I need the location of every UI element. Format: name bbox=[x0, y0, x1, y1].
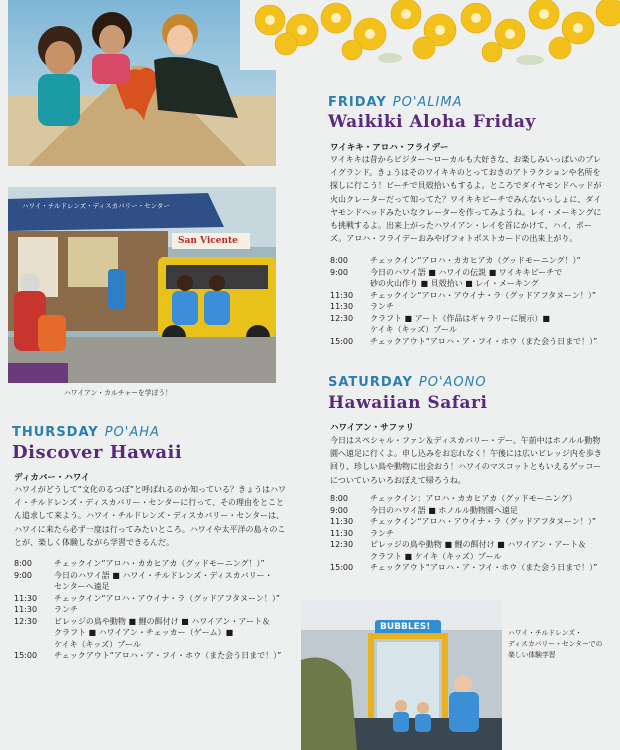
schedule-row: 11:30 ランチ bbox=[14, 605, 78, 614]
schedule-row: 9:00 今日のハワイ語 ■ ハワイの伝説 ■ ワイキキビーチで bbox=[330, 267, 563, 277]
photo3-sign: BUBBLES! bbox=[380, 622, 431, 632]
saturday-description: 今日はスペシャル・ファン＆ディスカバリー・デー。午前中はホノルル動物園へ遠足に行くよ。申し込みをお忘れなく！午後には広いビレッジ内を歩き回り、珍しい鳥や動物に出会おう！ハワイのマスコットともいえるゲッコーについていろいろおぼえて帰ろうね。 bbox=[330, 436, 602, 485]
friday-hawaiian: PO'ALIMA bbox=[392, 95, 463, 110]
schedule-row: 15:00 チェックアウト“アロハ・ア・フイ・ホウ（また会う日まで！）” bbox=[330, 563, 598, 572]
schedule-row: 9:00 今日のハワイ語 ■ ホノルル動物園へ遠足 bbox=[330, 505, 518, 515]
schedule-row: 11:30 チェックイン“アロハ・アウイナ・ラ（グッドアフタヌーン！）” bbox=[330, 517, 597, 526]
schedule-row: 8:00 チェックイン：アロハ・カカヒアカ（グッドモーニング） bbox=[330, 494, 577, 503]
photo2-caption: ハワイアン・カルチャーを学ぼう！ bbox=[64, 389, 172, 397]
schedule-row: 11:30 ランチ bbox=[330, 302, 394, 311]
schedule-row: 8:00 チェックイン“アロハ・カカヒアカ（グッドモーニング！）” bbox=[14, 559, 265, 568]
schedule-row: 15:00 チェックアウト“アロハ・ア・フイ・ホウ（また会う日まで！）” bbox=[14, 651, 282, 660]
plumeria-lei-decoration bbox=[240, 0, 620, 70]
thursday-description: ハワイがどうして“文化のるつぼ”と呼ばれるのか知っている？きょうはハワイ・チルドレンズ・ディスカバリー・センターに行って、その理由をとことん追求して来よう。ハワイ・チルドレンズ・ディスカバリー・センターは、ハワイに来たら必ず一度は行ってみたいところ。ハワイや太平洋の島々のことが、楽しく体験しながら学習できるんだ。 bbox=[14, 485, 286, 547]
schedule-row: ケイキ（キッズ）プール bbox=[370, 325, 457, 334]
saturday-hawaiian: PO'AONO bbox=[418, 375, 487, 390]
friday-day: FRIDAY bbox=[328, 95, 387, 110]
thursday-day: THURSDAY bbox=[12, 425, 99, 440]
schedule-row: 15:00 チェックアウト“アロハ・ア・フイ・ホウ（また会う日まで！）” bbox=[330, 336, 598, 346]
thursday-title: Discover Hawaii bbox=[12, 442, 183, 463]
friday-subtitle: ワイキキ・アロハ・フライデー bbox=[330, 143, 449, 153]
schedule-row: 12:30 ビレッジの鳥や動物 ■ 鯉の餌付け ■ ハワイアン・アート＆ bbox=[14, 616, 271, 626]
schedule-row: クラフト ■ ケイキ（キッズ）プール bbox=[370, 551, 502, 561]
photo3-caption: ハワイ・チルドレンズ・ ディスカバリー・センターでの 楽しい体験学習 bbox=[508, 629, 603, 659]
schedule-row: 11:30 ランチ bbox=[330, 528, 394, 538]
saturday-subtitle: ハワイアン・サファリ bbox=[330, 423, 414, 433]
photo2-bus-sign: San Vicente bbox=[178, 236, 238, 246]
photo-hawaiian-culture bbox=[8, 187, 276, 383]
schedule-row: クラフト ■ ハワイアン・チェッカー（ゲーム）■ bbox=[54, 628, 234, 637]
saturday-schedule bbox=[330, 493, 610, 574]
photo-bubbles-exhibit bbox=[301, 600, 502, 750]
photo-sand-volcano bbox=[8, 0, 276, 166]
friday-schedule bbox=[330, 255, 610, 347]
friday-day-label bbox=[328, 95, 462, 110]
saturday-day-label bbox=[328, 375, 487, 390]
thursday-day-label bbox=[12, 425, 160, 440]
schedule-row: 砂の火山作り ■ 貝殻拾い ■ レイ・メーキング bbox=[370, 279, 539, 288]
schedule-row: 9:00 今日のハワイ語 ■ ハワイ・チルドレンズ・ディスカバリー・ bbox=[14, 570, 273, 580]
schedule-row: 8:00 チェックイン“アロハ・カカヒアカ（グッドモーニング！）” bbox=[330, 256, 581, 265]
friday-description: ワイキキは昔からビジター～ローカルも大好きな、お楽しみいっぱいのプレイグランド。きょうはそのワイキキのとっておきのアトラクションや名所を探しに行こう！ビーチで貝殻拾いもするよ。ところでダイヤモンドヘッドが火山クレーターだって知ってた？ワイキキビーチでみんないっしょに、ダイヤモンドヘッドみたいなクレーターを作ってみようね。レイ・メーキングにも挑戦するよ。出来上がったハワイアン・レイを首にかけて、ハイ、ポーズ。アロハ・フライデーおみやげフォトポストカードの出来上がり。 bbox=[330, 155, 602, 244]
saturday-title: Hawaiian Safari bbox=[328, 393, 488, 413]
schedule-row: 11:30 チェックイン“アロハ・アウイナ・ラ（グッドアフタヌーン！）” bbox=[14, 593, 281, 603]
schedule-row: ケイキ（キッズ）プール bbox=[54, 639, 141, 649]
schedule-row: 11:30 チェックイン“アロハ・アウイナ・ラ（グッドアフタヌーン！）” bbox=[330, 290, 597, 300]
schedule-row: センターへ遠足 bbox=[54, 582, 110, 591]
thursday-hawaiian: PO'AHA bbox=[104, 425, 160, 440]
schedule-row: 12:30 クラフト ■ アート（作品はギャラリーに展示）■ bbox=[330, 313, 550, 323]
saturday-day: SATURDAY bbox=[328, 375, 413, 390]
photo2-sign-text: ハワイ・チルドレンズ・ディスカバリー・センター bbox=[22, 202, 170, 210]
thursday-schedule bbox=[14, 558, 302, 662]
schedule-row: 12:30 ビレッジの鳥や動物 ■ 鯉の餌付け ■ ハワイアン・アート＆ bbox=[330, 540, 587, 549]
thursday-subtitle: ディカバー・ハワイ bbox=[14, 473, 90, 483]
friday-title: Waikiki Aloha Friday bbox=[328, 112, 536, 132]
